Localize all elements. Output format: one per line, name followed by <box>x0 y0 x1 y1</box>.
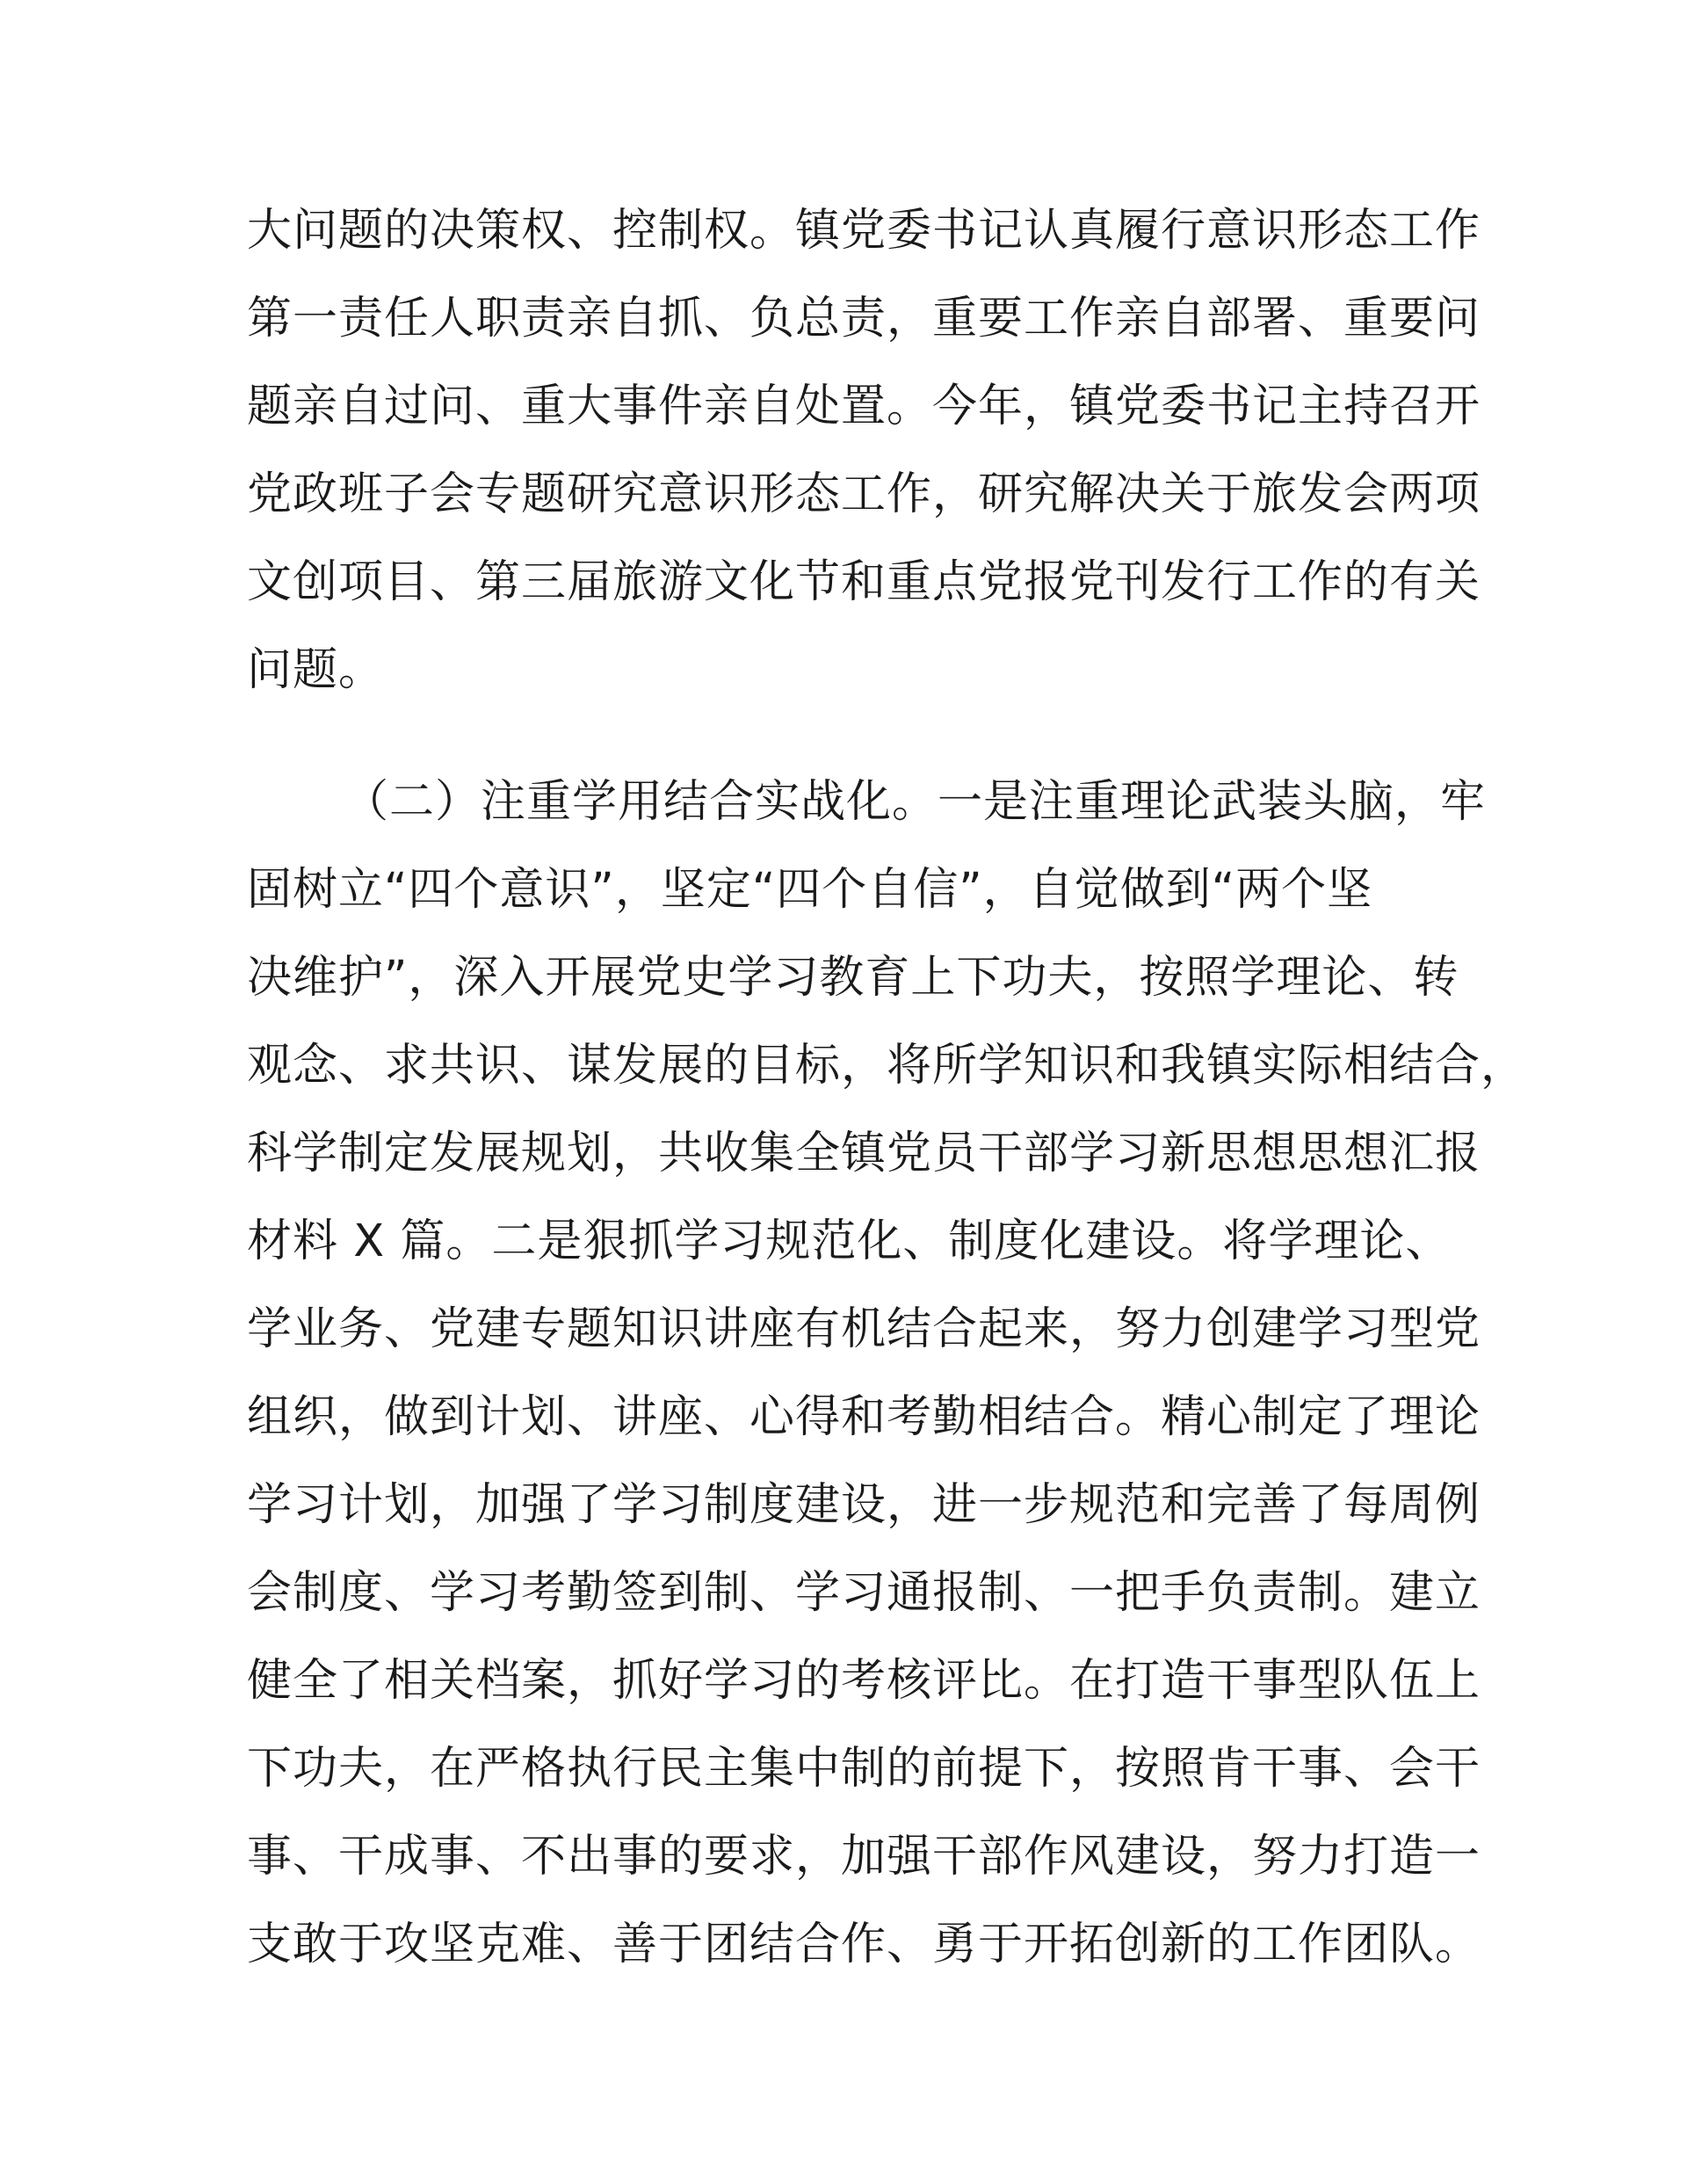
text-line: 学习计划，加强了学习制度建设，进一步规范和完善了每周例 <box>247 1479 1481 1531</box>
text-line: 大问题的决策权、控制权。镇党委书记认真履行意识形态工作 <box>247 205 1481 257</box>
paragraph-2 <box>247 758 1527 1989</box>
paragraph-gap <box>247 715 1442 758</box>
text-line: 观念、求共识、谋发展的目标，将所学知识和我镇实际相结合， <box>247 1040 1527 1092</box>
text-line: 健全了相关档案，抓好学习的考核评比。在打造干事型队伍上 <box>247 1655 1481 1707</box>
text-line: 材料 X 篇。二是狠抓学习规范化、制度化建设。将学理论、 <box>247 1215 1452 1267</box>
text-line: 固树立“四个意识”，坚定“四个自信”，自觉做到“两个坚 <box>247 864 1373 916</box>
text-line: 问题。 <box>247 644 385 696</box>
text-line: 会制度、学习考勤签到制、学习通报制、一把手负责制。建立 <box>247 1567 1481 1619</box>
text-line: 决维护”，深入开展党史学习教育上下功夫，按照学理论、转 <box>247 952 1459 1004</box>
text-line-indented: （二）注重学用结合实战化。一是注重理论武装头脑，牢 <box>344 776 1487 828</box>
text-line: 支敢于攻坚克难、善于团结合作、勇于开拓创新的工作团队。 <box>247 1919 1481 1970</box>
text-line: 党政班子会专题研究意识形态工作，研究解决关于旅发会两项 <box>247 468 1481 520</box>
text-line: 组织，做到计划、讲座、心得和考勤相结合。精心制定了理论 <box>247 1391 1481 1443</box>
text-line: 学业务、党建专题知识讲座有机结合起来，努力创建学习型党 <box>247 1303 1481 1355</box>
paragraph-1 <box>247 187 1481 715</box>
text-line: 题亲自过问、重大事件亲自处置。今年，镇党委书记主持召开 <box>247 381 1481 432</box>
text-line: 科学制定发展规划，共收集全镇党员干部学习新思想思想汇报 <box>247 1128 1481 1179</box>
text-line: 文创项目、第三届旅游文化节和重点党报党刊发行工作的有关 <box>247 556 1481 608</box>
text-line: 事、干成事、不出事的要求，加强干部作风建设，努力打造一 <box>247 1831 1481 1883</box>
text-line: 第一责任人职责亲自抓、负总责，重要工作亲自部署、重要问 <box>247 293 1481 345</box>
document-body <box>247 187 1527 1989</box>
text-line: 下功夫，在严格执行民主集中制的前提下，按照肯干事、会干 <box>247 1743 1481 1795</box>
